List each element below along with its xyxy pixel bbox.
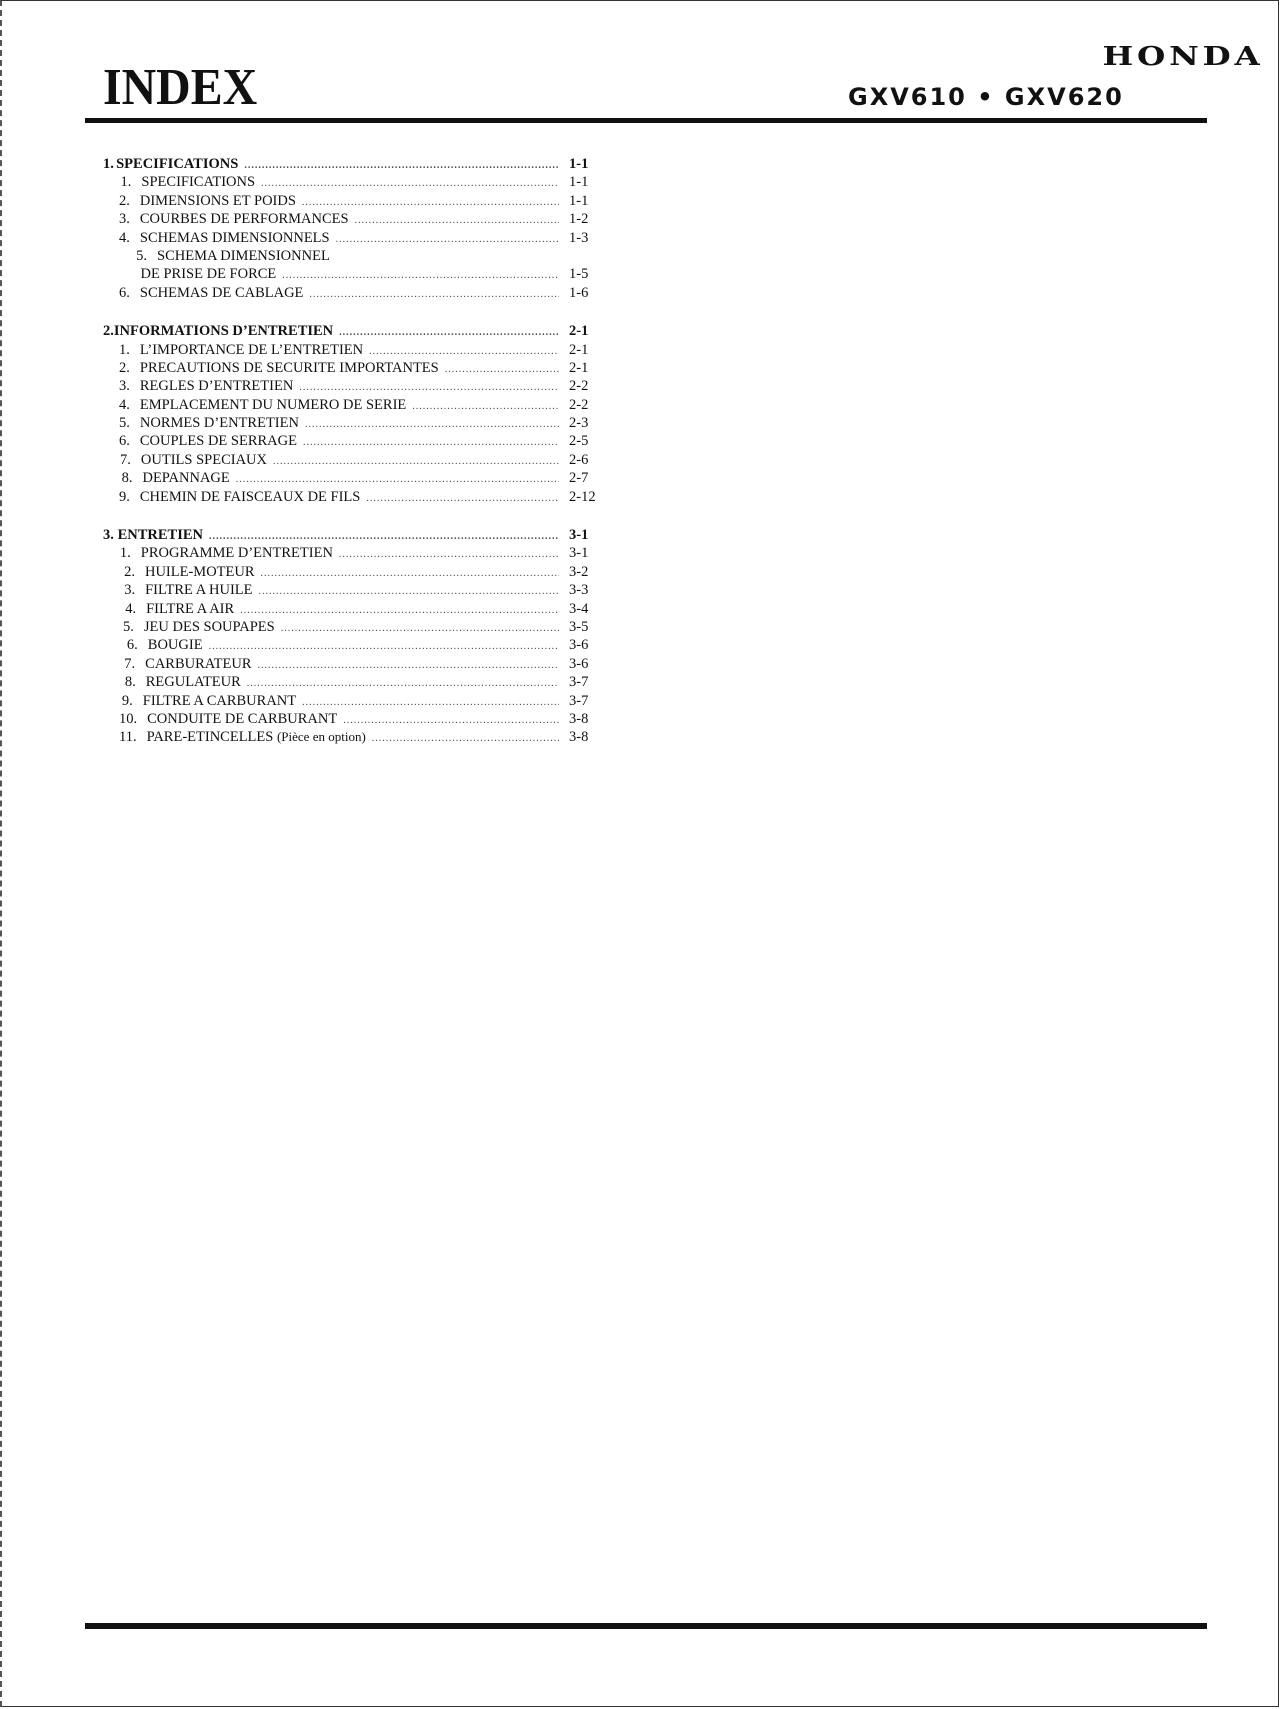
- dot-leader: [366, 490, 559, 508]
- section-title: ENTRETIEN: [117, 527, 203, 544]
- dot-leader: [339, 324, 559, 342]
- toc-entry[interactable]: [103, 581, 613, 599]
- entry-title-note: (Pièce en option): [276, 729, 366, 745]
- dot-leader: [258, 657, 559, 675]
- entry-number: 4.: [119, 396, 130, 413]
- page-ref: 1-2: [569, 211, 589, 228]
- table-of-contents: [103, 155, 613, 767]
- page-ref: 3-7: [569, 674, 589, 691]
- dot-leader: [244, 157, 559, 175]
- dot-leader: [282, 267, 559, 285]
- toc-entry[interactable]: [103, 229, 613, 247]
- toc-entry[interactable]: [103, 563, 613, 581]
- page-ref: 2-3: [569, 415, 589, 432]
- toc-entry[interactable]: [103, 600, 613, 618]
- entry-title: SPECIFICATIONS: [141, 174, 256, 191]
- page-ref: 2-1: [569, 359, 589, 376]
- page-ref: 2-1: [569, 341, 589, 358]
- toc-entry[interactable]: [103, 544, 613, 562]
- toc-entry[interactable]: [103, 341, 613, 359]
- entry-number: 4.: [119, 229, 130, 246]
- toc-entry[interactable]: [103, 432, 613, 450]
- page-ref: 1-1: [569, 174, 589, 191]
- section-title: INFORMATIONS D’ENTRETIEN: [113, 323, 334, 340]
- toc-entry[interactable]: [103, 469, 613, 487]
- entry-title-main: PARE-ETINCELLES: [146, 729, 274, 746]
- entry-number: 2.: [119, 359, 130, 376]
- page-ref: 3-6: [569, 655, 589, 672]
- entry-title: FILTRE A CARBURANT: [142, 692, 297, 709]
- toc-entry[interactable]: [103, 396, 613, 414]
- entry-title: SCHEMA DIMENSIONNEL: [157, 247, 330, 264]
- dot-leader: [240, 602, 559, 620]
- dot-leader: [309, 286, 559, 304]
- entry-number: 3.: [119, 378, 130, 395]
- page-ref: 3-8: [569, 729, 589, 746]
- entry-title: PRECAUTIONS DE SECURITE IMPORTANTES: [139, 359, 439, 376]
- toc-entry[interactable]: [103, 488, 613, 506]
- toc-section-heading[interactable]: [103, 155, 613, 173]
- entry-title: DIMENSIONS ET POIDS: [139, 192, 296, 209]
- entry-title-continued: DE PRISE DE FORCE: [140, 266, 277, 283]
- dot-leader: [281, 620, 559, 638]
- page-ref: 3-6: [569, 637, 589, 654]
- toc-entry[interactable]: [103, 618, 613, 636]
- page-ref: 2-6: [569, 451, 589, 468]
- entry-number: 10.: [119, 710, 138, 727]
- page-ref: 3-2: [569, 563, 589, 580]
- model-names: GXV610 • GXV620: [848, 83, 1124, 111]
- entry-title: BOUGIE: [147, 637, 203, 654]
- entry-title: [147, 728, 366, 746]
- dot-leader: [445, 361, 559, 379]
- entry-number: 9.: [119, 488, 130, 505]
- page-ref: 3-1: [569, 545, 589, 562]
- entry-number: 1.: [120, 174, 132, 191]
- dot-leader: [261, 175, 559, 193]
- entry-title: DEPANNAGE: [142, 470, 230, 487]
- entry-number: 6.: [126, 637, 138, 654]
- toc-entry[interactable]: [103, 284, 613, 302]
- toc-entry[interactable]: [103, 710, 613, 728]
- entry-number: 6.: [119, 284, 130, 301]
- entry-title: CARBURATEUR: [145, 655, 252, 672]
- entry-number: 5.: [119, 415, 130, 432]
- page-ref: 2-2: [569, 396, 589, 413]
- dot-leader: [339, 546, 559, 564]
- entry-number: 8.: [121, 470, 133, 487]
- toc-entry[interactable]: [103, 636, 613, 654]
- entry-title: REGLES D’ENTRETIEN: [139, 378, 294, 395]
- entry-number: 7.: [120, 451, 131, 468]
- dot-leader: [372, 730, 559, 748]
- toc-section-heading[interactable]: [103, 526, 613, 544]
- page-ref: 3-7: [569, 692, 589, 709]
- toc-entry[interactable]: [103, 247, 613, 265]
- entry-title: HUILE-MOTEUR: [144, 563, 255, 580]
- entry-title: SCHEMAS DE CABLAGE: [139, 284, 304, 301]
- toc-section-heading[interactable]: [103, 322, 613, 340]
- toc-entry[interactable]: [103, 451, 613, 469]
- entry-title: CONDUITE DE CARBURANT: [147, 710, 338, 727]
- dot-leader: [355, 212, 559, 230]
- entry-title: OUTILS SPECIAUX: [140, 451, 267, 468]
- toc-entry[interactable]: [103, 173, 613, 191]
- page-ref: 3-5: [569, 618, 589, 635]
- entry-title: FILTRE A AIR: [146, 600, 235, 617]
- page-ref: 1-3: [569, 229, 589, 246]
- section-title: SPECIFICATIONS: [116, 156, 239, 172]
- page-title: INDEX: [103, 59, 258, 116]
- toc-entry[interactable]: [103, 673, 613, 691]
- page-ref: 3-8: [569, 710, 589, 727]
- dot-leader: [336, 231, 559, 249]
- entry-number: 6.: [119, 433, 130, 450]
- dot-leader: [412, 398, 559, 416]
- toc-entry[interactable]: [103, 359, 613, 377]
- page-ref: 1-6: [569, 284, 589, 301]
- toc-entry-continuation[interactable]: [103, 265, 613, 283]
- page-ref: 3-3: [569, 582, 589, 599]
- footer-rule: [85, 1623, 1207, 1629]
- section-number: 3.: [103, 527, 114, 544]
- entry-number: 5.: [123, 618, 134, 635]
- entry-title: SCHEMAS DIMENSIONNELS: [139, 229, 330, 246]
- toc-entry[interactable]: [103, 692, 613, 710]
- entry-title: COUPLES DE SERRAGE: [139, 433, 297, 450]
- toc-section-3: [103, 526, 613, 747]
- section-number: 2.: [103, 323, 114, 340]
- dot-leader: [273, 453, 559, 471]
- dot-leader: [259, 583, 559, 601]
- entry-number: 4.: [125, 600, 137, 617]
- toc-entry[interactable]: [103, 210, 613, 228]
- entry-number: 3.: [124, 582, 136, 599]
- toc-section-2: [103, 322, 613, 506]
- entry-title: CHEMIN DE FAISCEAUX DE FILS: [139, 488, 361, 505]
- dot-leader: [209, 638, 559, 656]
- entry-number: 11.: [119, 729, 137, 746]
- page-ref: 1-5: [569, 266, 589, 283]
- entry-title: EMPLACEMENT DU NUMERO DE SERIE: [139, 396, 407, 413]
- toc-entry[interactable]: [103, 728, 613, 746]
- entry-number: 3.: [119, 211, 130, 228]
- dot-leader: [302, 694, 559, 712]
- toc-section-1: [103, 155, 613, 302]
- entry-title: NORMES D’ENTRETIEN: [139, 415, 299, 432]
- entry-number: 7.: [124, 655, 136, 672]
- entry-number: 2.: [119, 192, 130, 209]
- entry-title: PROGRAMME D’ENTRETIEN: [140, 545, 333, 562]
- entry-number: 5.: [136, 247, 147, 264]
- entry-number: 1.: [119, 341, 130, 358]
- header-rule: [85, 118, 1207, 123]
- dot-leader: [343, 712, 559, 730]
- page-ref: 1-1: [569, 156, 589, 172]
- entry-number: 9.: [121, 692, 133, 709]
- dot-leader: [261, 565, 559, 583]
- entry-number: 2.: [124, 563, 135, 580]
- toc-entry[interactable]: [103, 377, 613, 395]
- page-ref: 2-1: [569, 323, 589, 340]
- entry-number: 8.: [124, 674, 136, 691]
- section-number: 1.: [103, 156, 114, 172]
- entry-title: JEU DES SOUPAPES: [143, 618, 275, 635]
- page-ref: 2-7: [569, 470, 589, 487]
- page-ref: 2-12: [569, 488, 596, 505]
- page-ref: 3-4: [569, 600, 589, 617]
- page-ref: 2-5: [569, 433, 589, 450]
- toc-entry[interactable]: [103, 655, 613, 673]
- page-ref: 1-1: [569, 192, 589, 209]
- entry-number: 1.: [119, 545, 131, 562]
- page-ref: 2-2: [569, 378, 589, 395]
- dot-leader: [303, 434, 559, 452]
- dot-leader: [305, 416, 559, 434]
- entry-title: REGULATEUR: [145, 674, 241, 691]
- brand-logo: HONDA: [1102, 42, 1264, 72]
- toc-entry[interactable]: [103, 192, 613, 210]
- entry-title: L’IMPORTANCE DE L’ENTRETIEN: [139, 341, 364, 358]
- page-ref: 3-1: [569, 527, 589, 544]
- toc-entry[interactable]: [103, 414, 613, 432]
- entry-title: FILTRE A HUILE: [145, 582, 253, 599]
- entry-title: COURBES DE PERFORMANCES: [139, 211, 349, 228]
